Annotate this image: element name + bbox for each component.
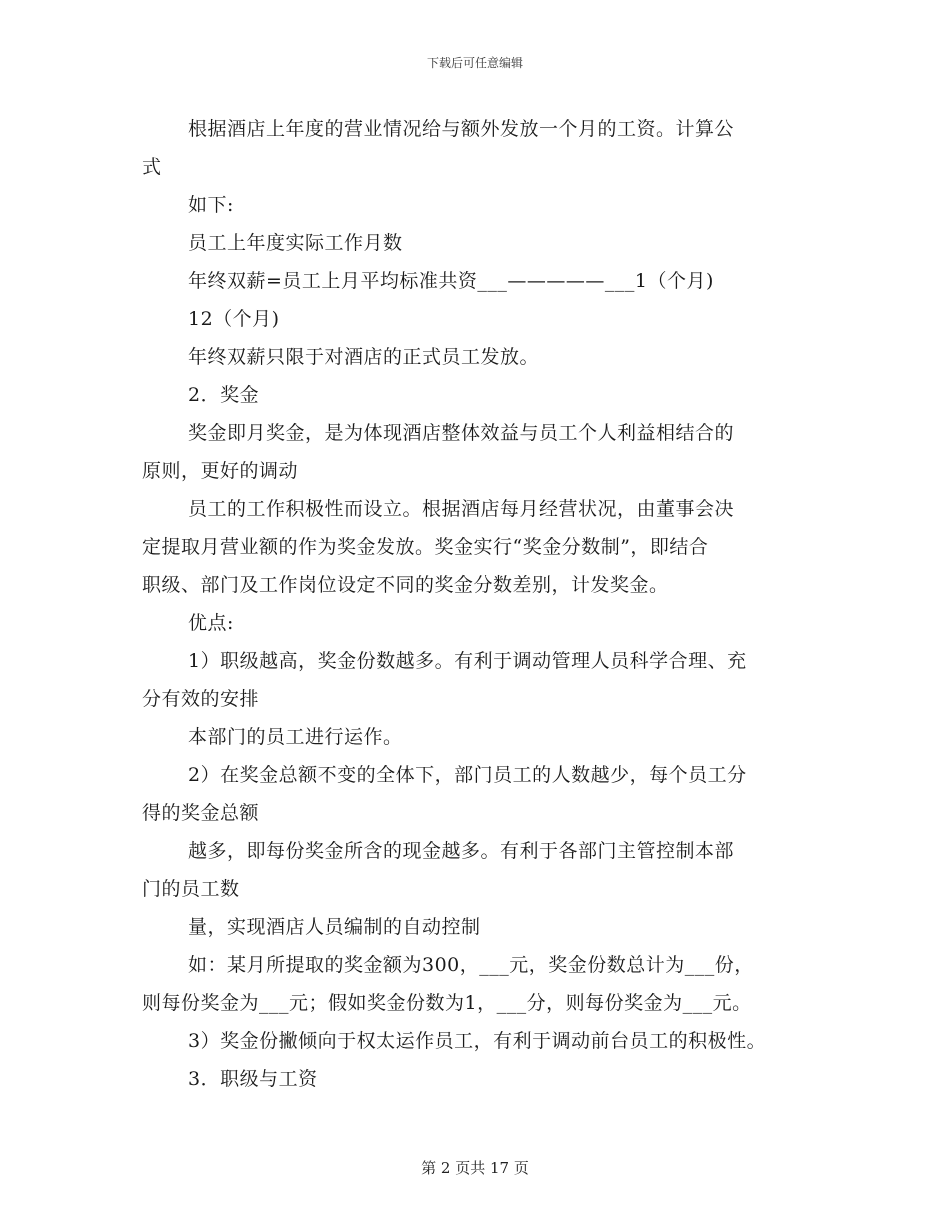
body-line: 奖金即月奖金，是为体现酒店整体效益与员工个人利益相结合的: [188, 422, 735, 444]
body-line: 量，实现酒店人员编制的自动控制: [188, 916, 481, 938]
body-line: 得的奖金总额: [142, 802, 260, 824]
body-line: 优点:: [188, 612, 234, 634]
list-item: 3）奖金份撇倾向于权太运作员工，有利于调动前台员工的积极性。: [188, 1030, 767, 1052]
body-line: 如下:: [188, 194, 234, 216]
page-footer: 第 2 页共 17 页: [421, 1159, 529, 1177]
body-line: 职级、部门及工作岗位设定不同的奖金分数差别，计发奖金。: [142, 574, 669, 596]
body-line: 越多，即每份奖金所含的现金越多。有利于各部门主管控制本部: [188, 840, 735, 862]
body-line: 门的员工数: [142, 878, 240, 900]
list-item: 2）在奖金总额不变的全体下，部门员工的人数越少，每个员工分: [188, 764, 747, 786]
body-line: 本部门的员工进行运作。: [188, 726, 403, 748]
document-body: [142, 110, 822, 1098]
page-header: 下载后可任意编辑: [426, 56, 523, 70]
formula-denominator: 12（个月): [188, 308, 280, 330]
body-line: 则每份奖金为___元；假如奖金份数为1，___分，则每份奖金为___元。: [142, 992, 752, 1014]
body-line: 如：某月所提取的奖金额为300，___元，奖金份数总计为___份，: [188, 954, 754, 976]
body-line: 年终双薪只限于对酒店的正式员工发放。: [188, 346, 540, 368]
body-line: 定提取月营业额的作为奖金发放。奖金实行“奖金分数制”，即结合: [142, 536, 709, 558]
formula-line: 年终双薪=员工上月平均标准共资___—————___1（个月): [188, 270, 714, 292]
body-line: 分有效的安排: [142, 688, 260, 710]
body-line: 员工的工作积极性而设立。根据酒店每月经营状况，由董事会决: [188, 498, 735, 520]
list-item: 1）职级越高，奖金份数越多。有利于调动管理人员科学合理、充: [188, 650, 747, 672]
body-line: 式: [142, 156, 162, 178]
section-heading: 3．职级与工资: [188, 1068, 318, 1090]
section-heading: 2．奖金: [188, 384, 260, 406]
body-line: 员工上年度实际工作月数: [188, 232, 403, 254]
body-line: 原则，更好的调动: [142, 460, 299, 482]
body-line: 根据酒店上年度的营业情况给与额外发放一个月的工资。计算公: [188, 118, 735, 140]
